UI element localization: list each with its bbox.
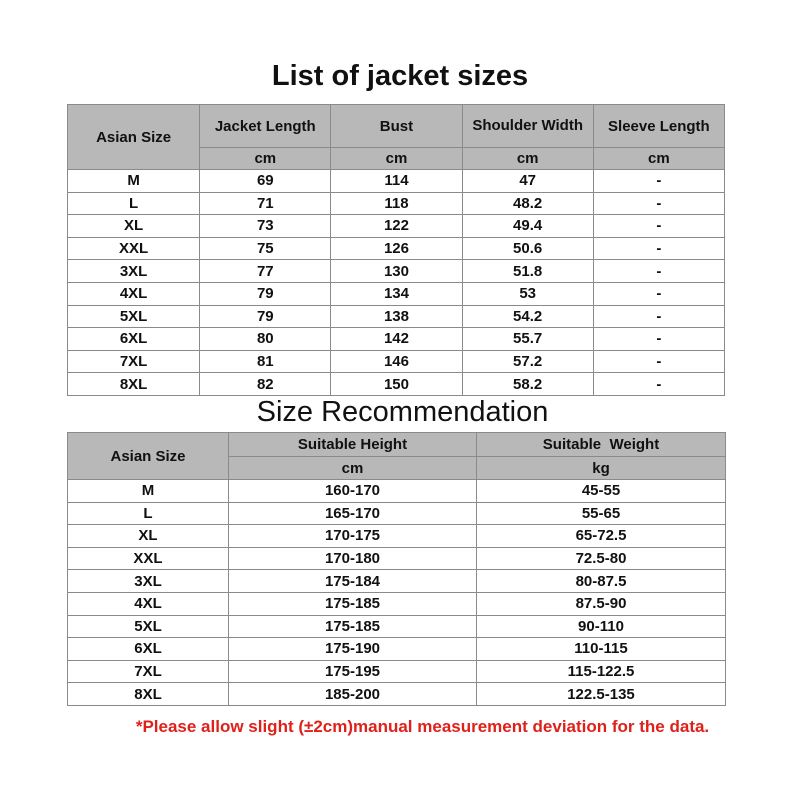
value-cell: - — [593, 260, 724, 283]
size-cell: 6XL — [68, 328, 200, 351]
value-cell: 51.8 — [462, 260, 593, 283]
value-cell: 90-110 — [477, 615, 726, 638]
value-cell: - — [593, 170, 724, 193]
header-asian-size: Asian Size — [68, 433, 229, 480]
value-cell: 72.5-80 — [477, 547, 726, 570]
value-cell: - — [593, 237, 724, 260]
value-cell: 175-185 — [229, 615, 477, 638]
header-sleeve-length: Sleeve Length — [593, 105, 724, 148]
value-cell: - — [593, 350, 724, 373]
table-row — [68, 350, 725, 373]
table-row — [68, 215, 725, 238]
value-cell: 50.6 — [462, 237, 593, 260]
table-row — [68, 638, 726, 661]
size-cell: 5XL — [68, 305, 200, 328]
value-cell: 55-65 — [477, 502, 726, 525]
value-cell: 57.2 — [462, 350, 593, 373]
table-row — [68, 305, 725, 328]
value-cell: 58.2 — [462, 373, 593, 396]
jacket-size-rows — [68, 170, 725, 396]
value-cell: 73 — [200, 215, 331, 238]
value-cell: 170-175 — [229, 525, 477, 548]
size-cell: L — [68, 502, 229, 525]
header-asian-size: Asian Size — [68, 105, 200, 170]
header-shoulder-width: Shoulder Width — [462, 105, 593, 148]
size-cell: XXL — [68, 547, 229, 570]
jacket-sizes-title: List of jacket sizes — [271, 60, 529, 92]
unit-cell: cm — [593, 148, 724, 170]
table-row — [68, 592, 726, 615]
size-cell: XL — [68, 525, 229, 548]
unit-cell: cm — [200, 148, 331, 170]
value-cell: 49.4 — [462, 215, 593, 238]
value-cell: 79 — [200, 305, 331, 328]
value-cell: - — [593, 192, 724, 215]
unit-cell: kg — [477, 457, 726, 480]
table-row — [68, 192, 725, 215]
value-cell: 48.2 — [462, 192, 593, 215]
size-cell: XL — [68, 215, 200, 238]
value-cell: - — [593, 373, 724, 396]
value-cell: 81 — [200, 350, 331, 373]
value-cell: 80 — [200, 328, 331, 351]
value-cell: 160-170 — [229, 480, 477, 503]
size-cell: 5XL — [68, 615, 229, 638]
table-row — [68, 282, 725, 305]
size-cell: 4XL — [68, 592, 229, 615]
value-cell: 79 — [200, 282, 331, 305]
unit-cell: cm — [229, 457, 477, 480]
size-cell: L — [68, 192, 200, 215]
size-cell: 3XL — [68, 260, 200, 283]
unit-cell: cm — [462, 148, 593, 170]
unit-cell: cm — [331, 148, 462, 170]
value-cell: 122.5-135 — [477, 683, 726, 706]
value-cell: 55.7 — [462, 328, 593, 351]
header-suitable-height: Suitable Height — [229, 433, 477, 457]
value-cell: 130 — [331, 260, 462, 283]
value-cell: 142 — [331, 328, 462, 351]
table-row — [68, 502, 726, 525]
value-cell: 115-122.5 — [477, 660, 726, 683]
value-cell: 65-72.5 — [477, 525, 726, 548]
size-cell: 8XL — [68, 373, 200, 396]
size-cell: XXL — [68, 237, 200, 260]
value-cell: 80-87.5 — [477, 570, 726, 593]
value-cell: 185-200 — [229, 683, 477, 706]
size-recommendation-table — [67, 432, 726, 706]
value-cell: 77 — [200, 260, 331, 283]
value-cell: 170-180 — [229, 547, 477, 570]
value-cell: 75 — [200, 237, 331, 260]
value-cell: 118 — [331, 192, 462, 215]
jacket-size-table — [67, 104, 725, 396]
value-cell: 87.5-90 — [477, 592, 726, 615]
header-jacket-length: Jacket Length — [200, 105, 331, 148]
size-cell: 6XL — [68, 638, 229, 661]
table-row — [68, 660, 726, 683]
value-cell: 146 — [331, 350, 462, 373]
table-row — [68, 328, 725, 351]
table-row — [68, 170, 725, 193]
table-row — [68, 260, 725, 283]
value-cell: 175-185 — [229, 592, 477, 615]
value-cell: 165-170 — [229, 502, 477, 525]
size-cell: 3XL — [68, 570, 229, 593]
value-cell: - — [593, 305, 724, 328]
size-recommendation-rows — [68, 480, 726, 706]
size-cell: M — [68, 170, 200, 193]
value-cell: 114 — [331, 170, 462, 193]
value-cell: 45-55 — [477, 480, 726, 503]
value-cell: 122 — [331, 215, 462, 238]
table-row — [68, 570, 726, 593]
table-row — [68, 547, 726, 570]
table-row — [68, 525, 726, 548]
value-cell: 110-115 — [477, 638, 726, 661]
size-cell: M — [68, 480, 229, 503]
table-row — [68, 615, 726, 638]
value-cell: 54.2 — [462, 305, 593, 328]
measurement-deviation-note: *Please allow slight (±2cm)manual measurement deviation for the data. — [135, 717, 710, 736]
value-cell: 69 — [200, 170, 331, 193]
table-row — [68, 480, 726, 503]
value-cell: 175-190 — [229, 638, 477, 661]
value-cell: - — [593, 282, 724, 305]
value-cell: 126 — [331, 237, 462, 260]
value-cell: 175-195 — [229, 660, 477, 683]
value-cell: 71 — [200, 192, 331, 215]
size-cell: 8XL — [68, 683, 229, 706]
size-cell: 4XL — [68, 282, 200, 305]
size-cell: 7XL — [68, 660, 229, 683]
value-cell: 47 — [462, 170, 593, 193]
value-cell: 138 — [331, 305, 462, 328]
value-cell: - — [593, 328, 724, 351]
value-cell: 175-184 — [229, 570, 477, 593]
value-cell: 150 — [331, 373, 462, 396]
value-cell: 82 — [200, 373, 331, 396]
table-row — [68, 683, 726, 706]
size-cell: 7XL — [68, 350, 200, 373]
header-bust: Bust — [331, 105, 462, 148]
value-cell: 134 — [331, 282, 462, 305]
table-row — [68, 237, 725, 260]
size-recommendation-title: Size Recommendation — [256, 396, 549, 428]
value-cell: - — [593, 215, 724, 238]
header-suitable-weight: Suitable Weight — [477, 433, 726, 457]
value-cell: 53 — [462, 282, 593, 305]
